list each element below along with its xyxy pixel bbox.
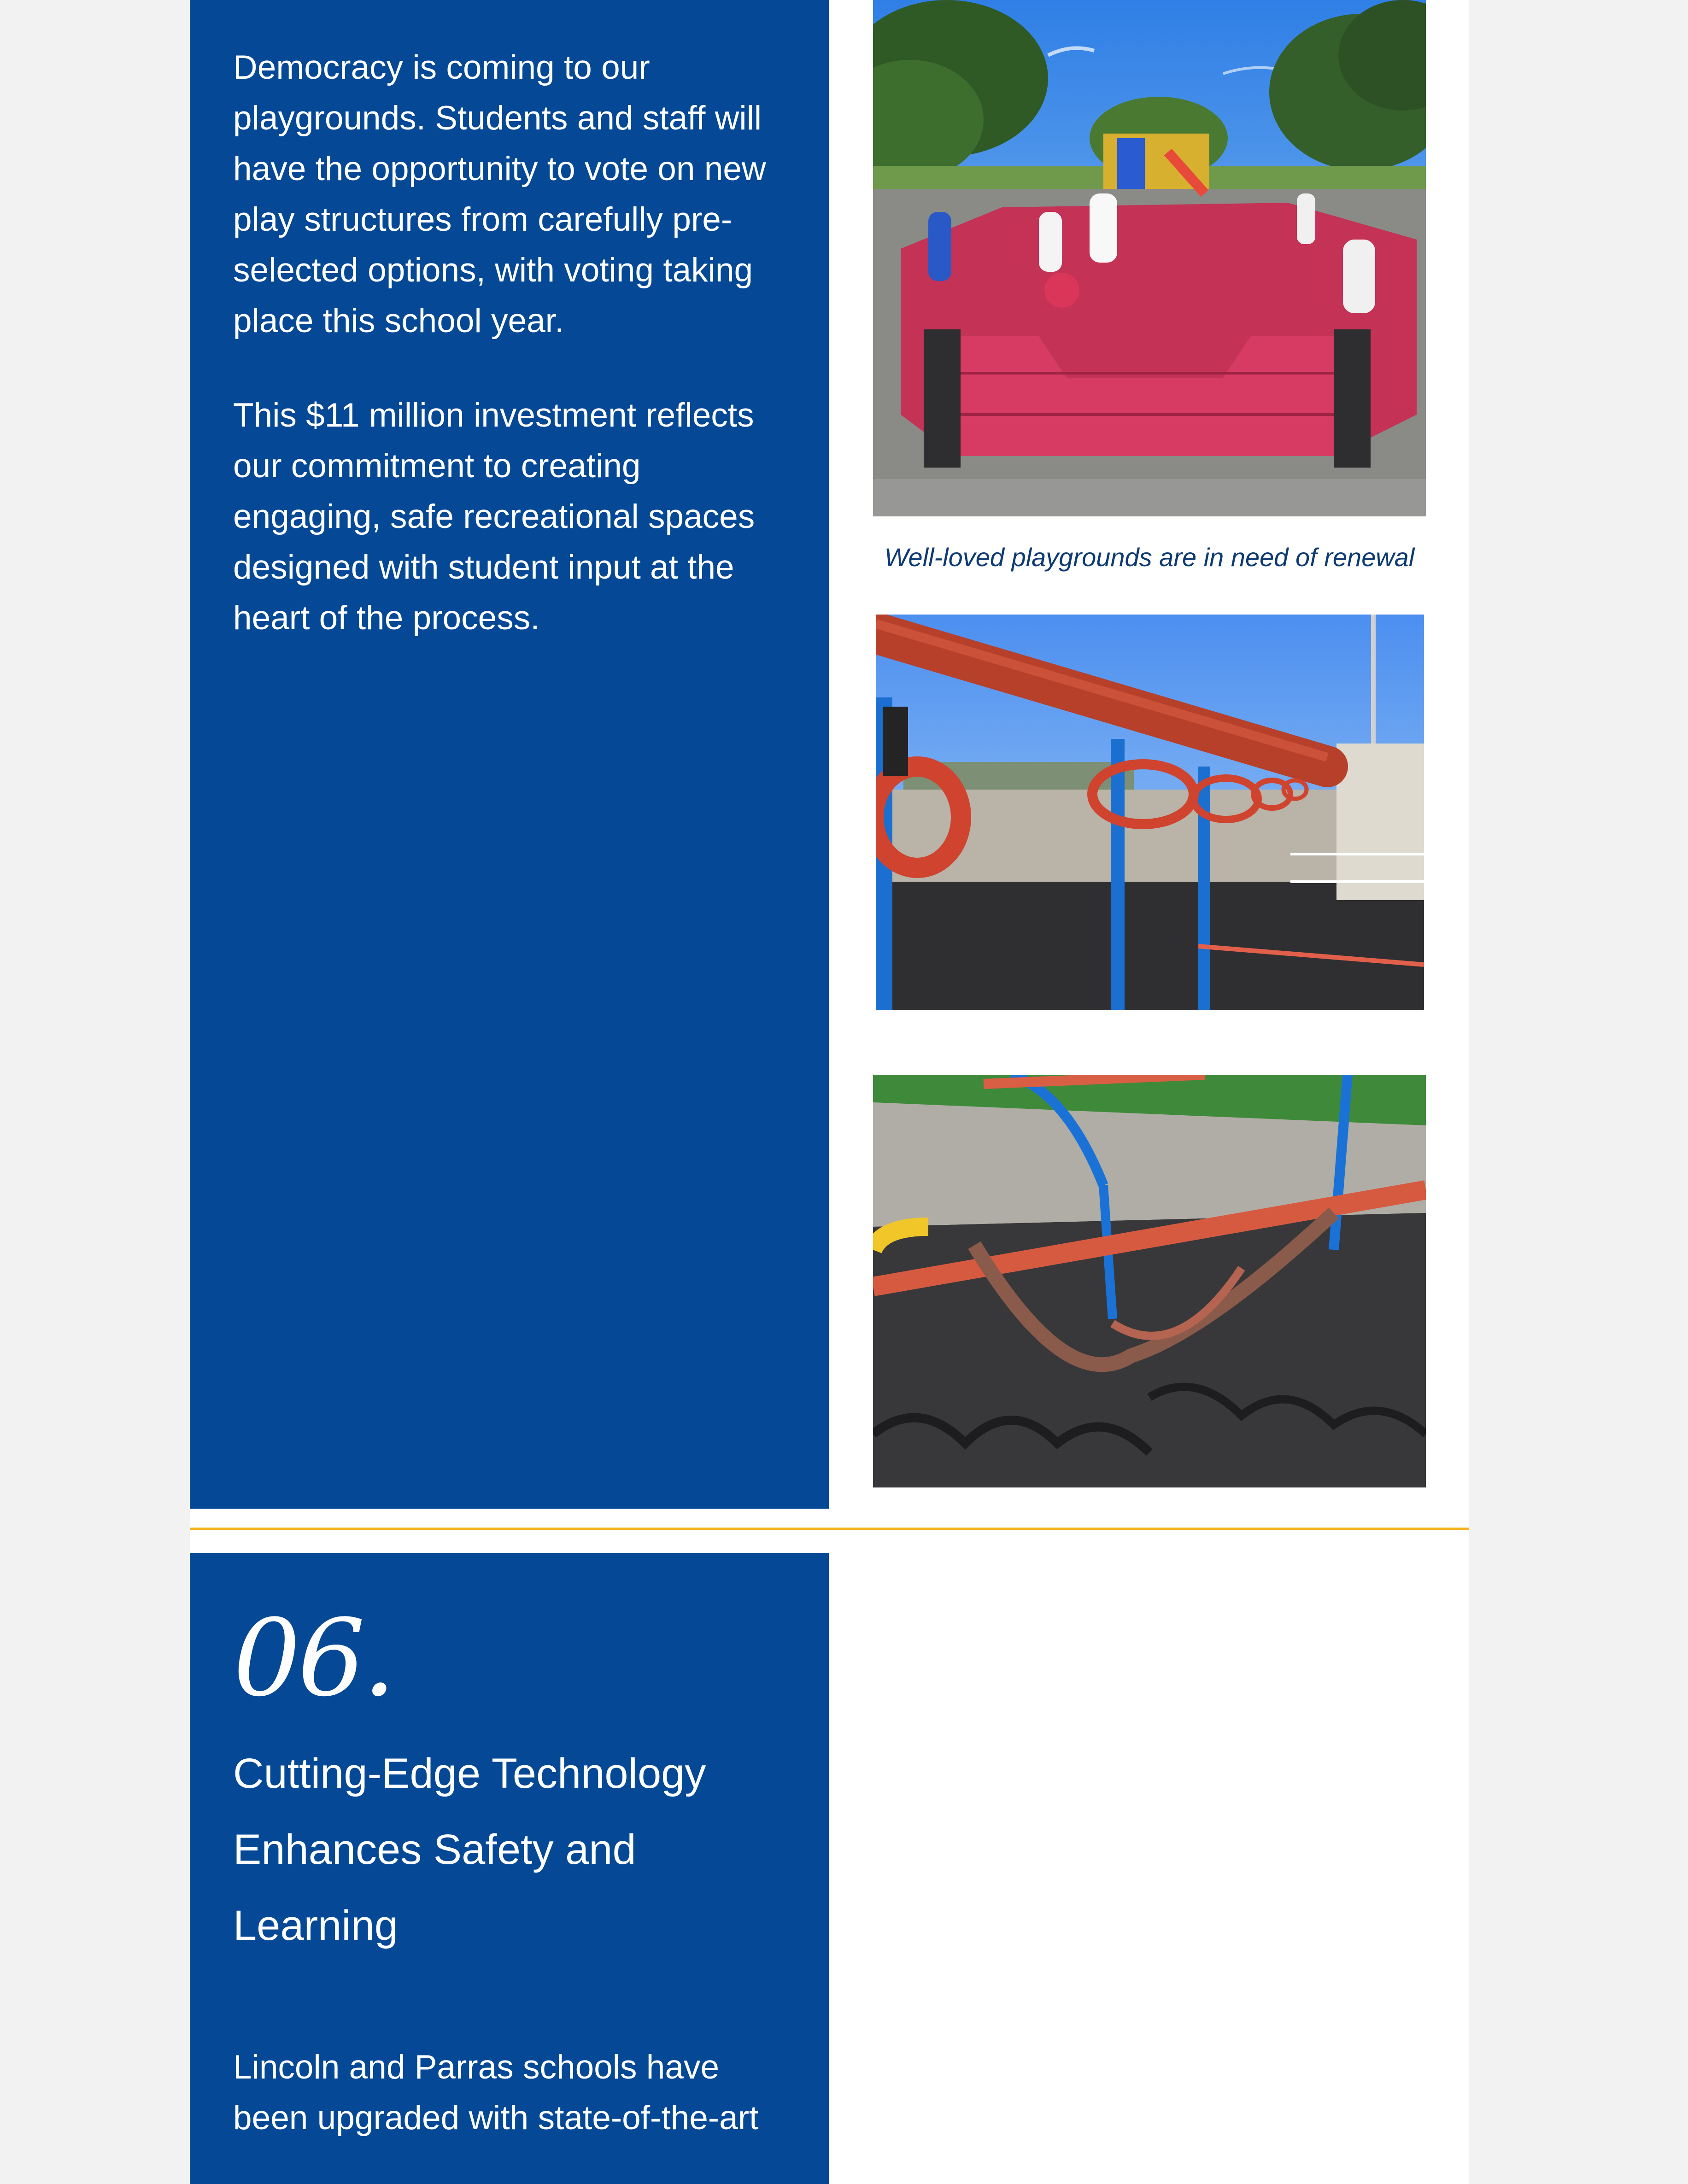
investment-paragraph: This $11 million investment reflects our commitment to creating engaging, safe recreational spaces designed with student input at the heart of the process. xyxy=(233,397,755,637)
section-divider xyxy=(190,1528,1469,1530)
technology-intro-paragraph: Lincoln and Parras schools have been upgraded with state-of-the-art xyxy=(233,2049,759,2137)
photo-caption: Well-loved playgrounds are in need of renewal xyxy=(884,543,1415,572)
bent-bars-photo xyxy=(873,1075,1426,1487)
section-number: 06. xyxy=(233,1597,393,1720)
playground-voting-paragraph: Democracy is coming to our playgrounds. Students and staff will have the opportunity to vote on new play structures from carefully pre-selected options, with voting taking place this school year. xyxy=(233,49,766,340)
playground-text-panel xyxy=(190,0,829,1509)
section-title: Cutting-Edge Technology Enhances Safety and Learning xyxy=(233,1750,706,1949)
technology-section-panel xyxy=(190,1553,829,2184)
newsletter-page xyxy=(190,0,1469,2184)
gaga-pit-photo xyxy=(873,0,1426,516)
monkey-bars-rings-photo xyxy=(876,615,1424,1010)
